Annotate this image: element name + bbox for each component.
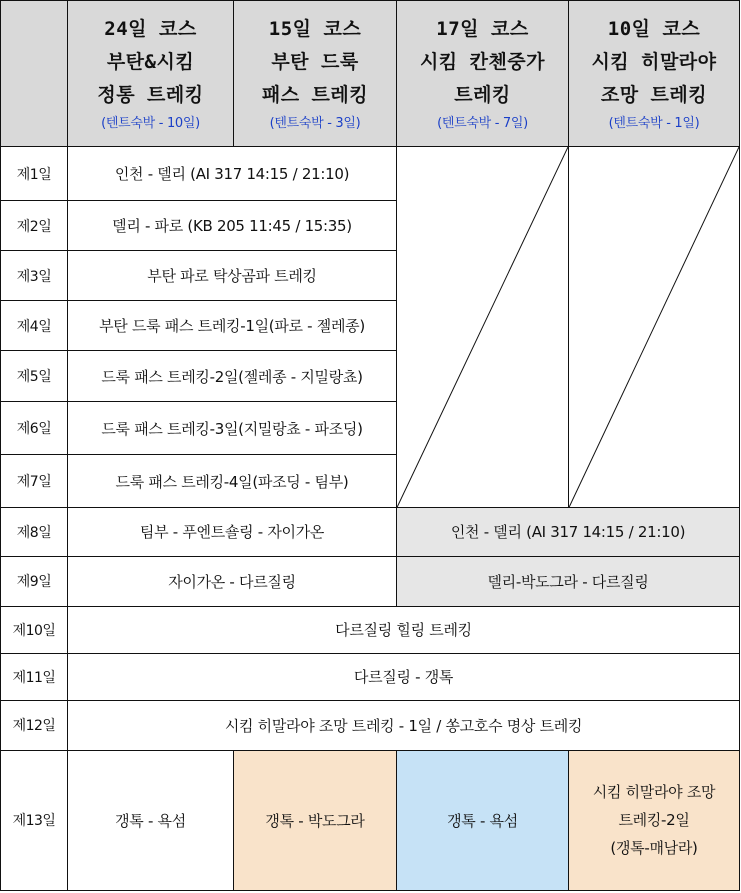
day-activity: 드룩 패스 트레킹-3일(지밀랑쵸 - 파조딩) [68,402,397,455]
tent-nights-note: (텐트숙박 - 3일) [269,116,361,131]
corner-cell [1,1,68,147]
course-title-line: 패스 트레킹 [261,84,369,106]
day-label: 제12일 [1,700,68,750]
course-title-line: 부탄 드룩 [271,51,359,73]
diagonal-slash [569,147,739,507]
day-label: 제11일 [1,653,68,700]
day-row [1,508,740,556]
day-activity-24day: 갱톡 - 욕섬 [68,750,234,890]
course-title-line: 시킴 히말라야 [591,51,717,73]
course-title-line: 정통 트레킹 [97,84,204,106]
day-row [1,700,740,750]
not-applicable-cell-17day [397,147,569,508]
course-header-10day [569,1,740,147]
day-row [1,750,740,890]
day-label: 제13일 [1,750,68,890]
course-header-24day [68,1,234,147]
diagonal-slash [397,147,568,507]
day-label: 제1일 [1,147,68,201]
day-activity: 부탄 파로 탁상곰파 트레킹 [68,251,397,301]
day-activity: 드룩 패스 트레킹-2일(젤레종 - 지밀랑쵸) [68,351,397,402]
not-applicable-cell-10day [569,147,740,508]
course-title-line: 조망 트레킹 [600,84,708,106]
header-row [1,1,740,147]
day-label: 제7일 [1,455,68,508]
day-activity: 자이가온 - 다르질링 [68,556,397,606]
day-label: 제8일 [1,508,68,556]
day-label: 제2일 [1,201,68,251]
tent-nights-note: (텐트숙박 - 7일) [437,116,528,131]
course-title-line: 부탄&시킴 [106,51,195,73]
course-title-line: 10일 코스 [607,18,701,40]
day-activity: 다르질링 힐링 트레킹 [68,606,740,653]
tent-nights-note: (텐트숙박 - 10일) [101,116,200,131]
day-label: 제3일 [1,251,68,301]
day-label: 제9일 [1,556,68,606]
day-activity-10day [569,750,740,890]
day-activity-right: 델리-박도그라 - 다르질링 [397,556,740,606]
day-row [1,653,740,700]
day-label: 제5일 [1,351,68,402]
course-header-15day [234,1,397,147]
day-row [1,147,740,201]
course-title-line: 17일 코스 [436,18,529,40]
day-activity: 시킴 히말라야 조망 트레킹 - 1일 / 쏭고호수 명상 트레킹 [68,700,740,750]
day-activity: 드룩 패스 트레킹-4일(파조딩 - 팀부) [68,455,397,508]
day-activity: 다르질링 - 갱톡 [68,653,740,700]
course-title-line: 15일 코스 [268,18,362,40]
day-activity-15day: 갱톡 - 박도그라 [234,750,397,890]
day-activity: 델리 - 파로 (KB 205 11:45 / 15:35) [68,201,397,251]
day-activity: 부탄 드룩 패스 트레킹-1일(파로 - 젤레종) [68,301,397,351]
day-label: 제10일 [1,606,68,653]
course-title-line: 24일 코스 [104,18,197,40]
day-row [1,556,740,606]
course-title-line: 시킴 칸첸중가 [419,51,546,73]
day-activity-17day: 갱톡 - 욕섬 [397,750,569,890]
activity-line: 트레킹-2일 [618,811,690,830]
course-header-17day [397,1,569,147]
day-activity: 팀부 - 푸엔트숄링 - 자이가온 [68,508,397,556]
day-label: 제4일 [1,301,68,351]
activity-line: 시킴 히말라야 조망 [592,783,716,802]
day-label: 제6일 [1,402,68,455]
day-row [1,606,740,653]
day-activity-right: 인천 - 델리 (AI 317 14:15 / 21:10) [397,508,740,556]
day-activity: 인천 - 델리 (AI 317 14:15 / 21:10) [68,147,397,201]
course-title-line: 트레킹 [454,84,511,106]
activity-line: (갱톡-매남라) [610,839,698,858]
tent-nights-note: (텐트숙박 - 1일) [608,116,700,131]
